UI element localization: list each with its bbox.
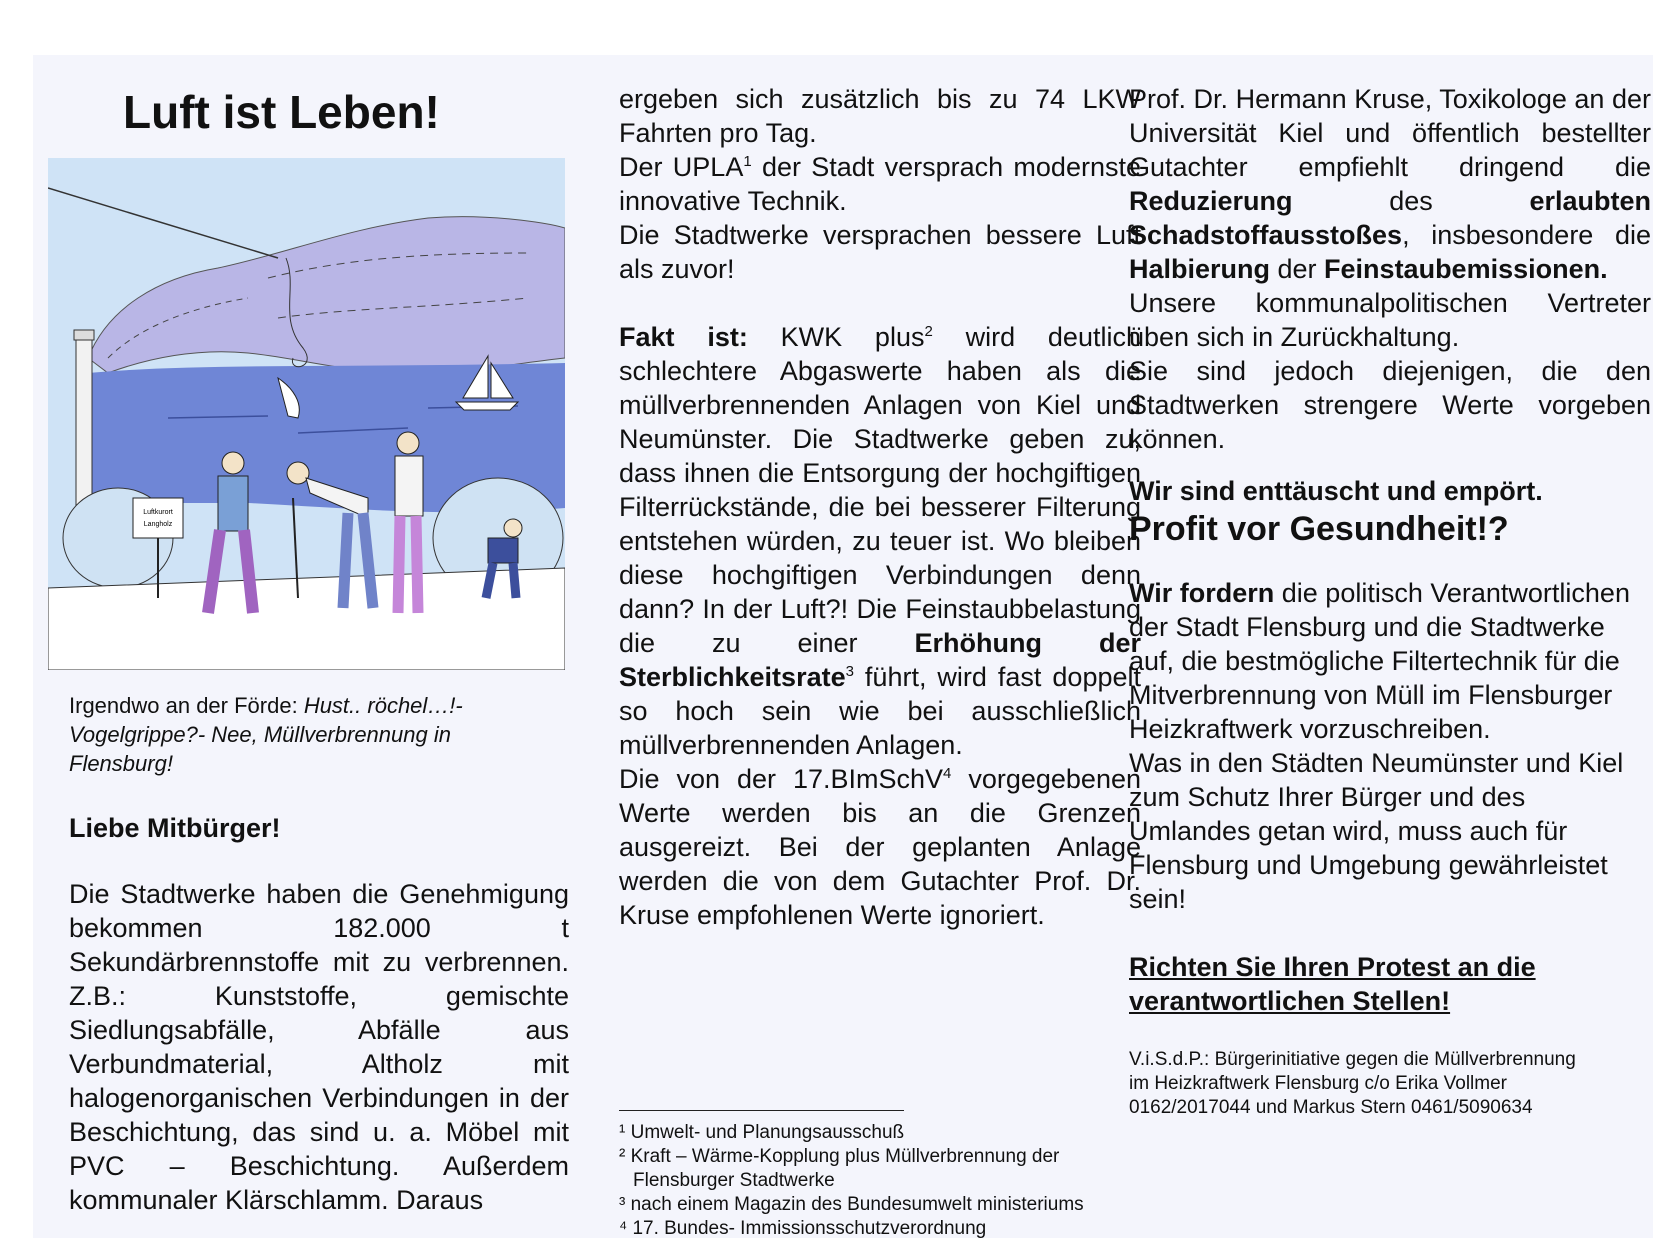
- col3-p3: Sie sind jedoch diejenigen, die den Stadtwerken strengere Werte vorgeben können.: [1129, 356, 1651, 454]
- visdp-line-3: 0162/2017044 und Markus Stern 0461/5090634: [1129, 1097, 1533, 1118]
- sign-text-2: Langholz: [143, 521, 173, 528]
- col3-p1: Prof. Dr. Hermann Kruse, Toxikologe an der Universität Kiel und öffentlich bestellter Gutachter empfiehlt dringend die Reduzierung des erlaubten Schadstoffausstoßes, insbesondere die Halbierung der Feinstaubemissionen.: [1129, 84, 1651, 284]
- greeting: Liebe Mitbürger!: [69, 813, 281, 843]
- visdp-line-1: V.i.S.d.P.: Bürgerinitiative gegen die Müllverbrennung: [1129, 1049, 1576, 1070]
- col2-p3: Die Stadtwerke versprachen bessere Luft als zuvor!: [619, 220, 1141, 284]
- caption-lead: Irgendwo an der Förde:: [69, 693, 304, 718]
- cartoon-caption: [69, 691, 549, 778]
- footnote-1: ¹ Umwelt- und Planungsausschuß: [619, 1122, 905, 1143]
- column-3: [1129, 82, 1651, 1120]
- col2-p1: ergeben sich zusätzlich bis zu 74 LKW Fahrten pro Tag.: [619, 84, 1141, 148]
- col3-p4: Wir fordern die politisch Verantwortlichen der Stadt Flensburg und die Stadtwerke auf, die bestmögliche Filtertechnik für die Mitverbrennung von Müll im Flensburger Heizkraftwerk vorzuschreiben.: [1129, 578, 1630, 744]
- col1-body: Die Stadtwerke haben die Genehmigung bekommen 182.000 t Sekundärbrennstoffe mit zu verbrennen. Z.B.: Kunststoffe, gemischte Siedlungsabfälle, Abfälle aus Verbundmaterial, Altholz mit halogenorganischen Verbindungen in der Beschichtung, das sind u. a. Möbel mit PVC – Beschichtung. Außerdem kommunaler Klärschlamm. Daraus: [69, 879, 569, 1215]
- sign-text-1: Luftkurort: [143, 509, 173, 516]
- footnotes: [619, 1121, 1119, 1241]
- footnote-2: ² Kraft – Wärme-Kopplung plus Müllverbrennung der Flensburger Stadtwerke: [619, 1146, 1060, 1191]
- cartoon-illustration: [48, 158, 565, 670]
- col2-p2: Der UPLA$^1$ der Stadt versprach modernste innovative Technik.: [619, 152, 1141, 216]
- footnote-3: ³ nach einem Magazin des Bundesumwelt ministeriums: [619, 1194, 1084, 1215]
- visdp-line-2: im Heizkraftwerk Flensburg c/o Erika Vollmer: [1129, 1073, 1507, 1094]
- col2-p5: Die von der 17.BImSchV$^4$ vorgegebenen Werte werden bis an die Grenzen ausgereizt. Bei der geplanten Anlage werden die von dem Gutachter Prof. Dr. Kruse empfohlenen Werte ignoriert.: [619, 764, 1141, 930]
- caption-italic: Hust.. röchel…!- Vogelgrippe?- Nee, Müllverbrennung in Flensburg!: [69, 693, 463, 776]
- footnote-4: ⁴ 17. Bundes- Immissionsschutzverordnung: [619, 1218, 987, 1239]
- col3-heading-1: Wir sind enttäuscht und empört.: [1129, 476, 1543, 506]
- col3-heading-2: Profit vor Gesundheit!?: [1129, 510, 1509, 548]
- col2-p4: Fakt ist: KWK plus$^2$ wird deutlich schlechtere Abgaswerte haben als die müllverbrennenden Anlagen von Kiel und Neumünster. Die Stadtwerke geben zu, dass ihnen die Entsorgung der hochgiftigen Filterrückstände, die bei besserer Filterung entstehen würden, zu teuer ist. Wo bleiben diese hochgiftigen Verbindungen denn dann? In der Luft?! Die Feinstaubbelastung die zu einer Erhöhung der Sterblichkeitsrate$^3$ führt, wird fast doppelt so hoch sein wie bei ausschließlich müllverbrennenden Anlagen.: [619, 322, 1141, 760]
- flyer-title: Luft ist Leben!: [123, 86, 440, 138]
- footnote-rule: [619, 1110, 904, 1111]
- col3-p5: Was in den Städten Neumünster und Kiel zum Schutz Ihrer Bürger und des Umlandes getan wird, muss auch für Flensburg und Umgebung gewährleistet sein!: [1129, 748, 1624, 914]
- protest-call-to-action: Richten Sie Ihren Protest an die verantwortlichen Stellen!: [1129, 952, 1536, 1016]
- flyer-sheet: [33, 55, 1653, 1238]
- col3-p2: Unsere kommunalpolitischen Vertreter üben sich in Zurückhaltung.: [1129, 288, 1651, 352]
- column-2: [619, 82, 1141, 932]
